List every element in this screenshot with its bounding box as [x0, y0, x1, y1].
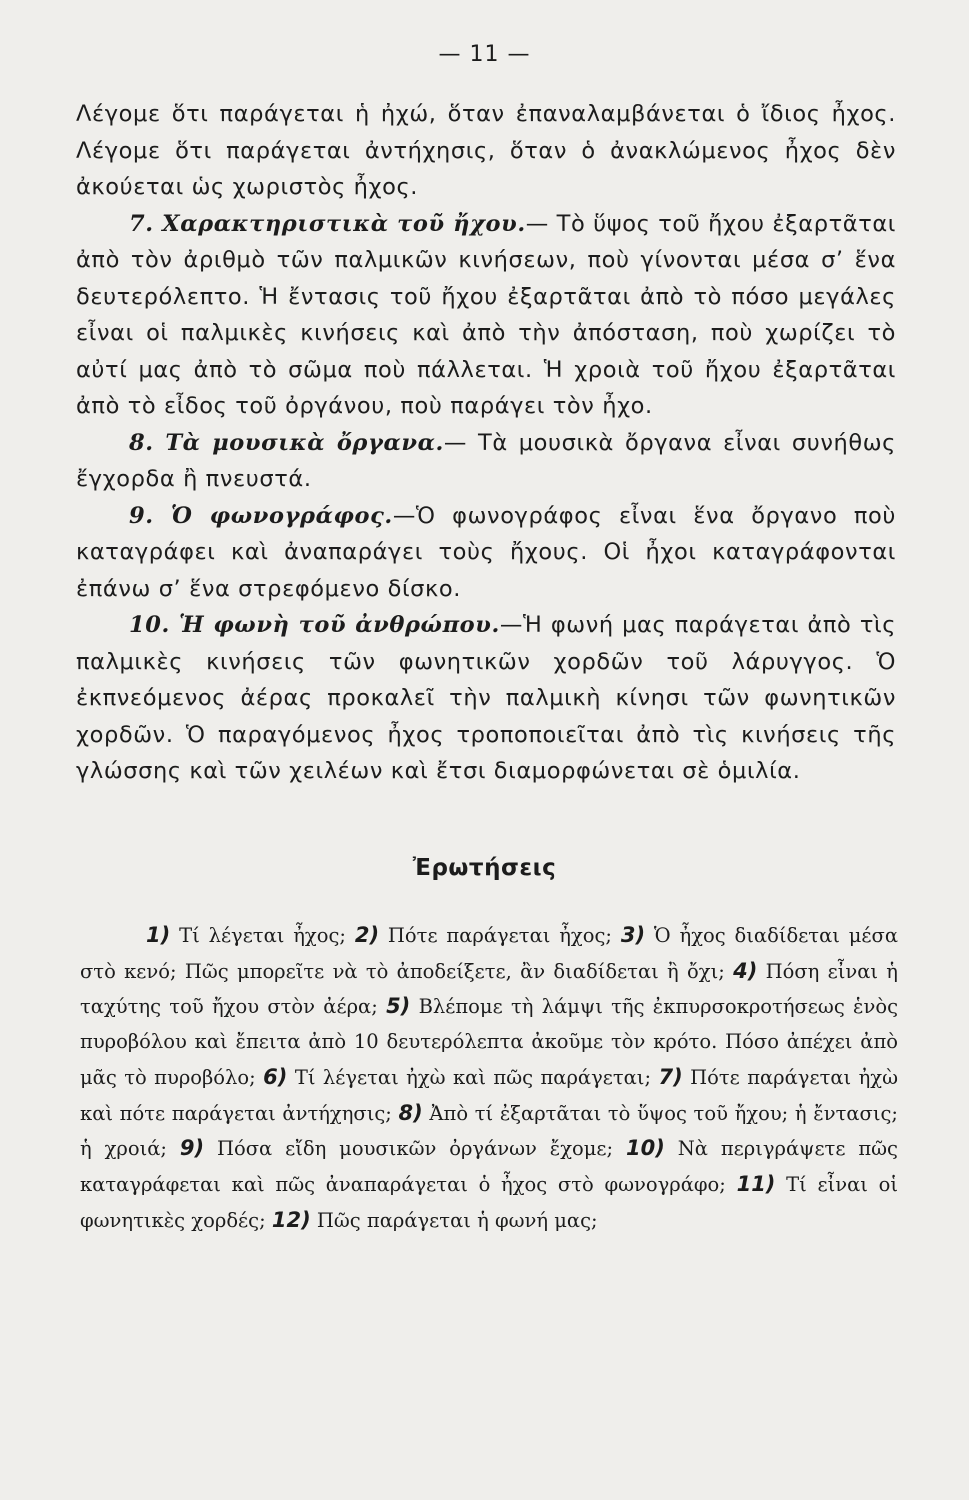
question-text: Πόσα εἴδη μουσικῶν ὀργάνων ἔχομε; — [216, 1137, 614, 1161]
paragraph-echo: Λέγομε ὅτι παράγεται ἡ ἠχώ, ὅταν ἐπαναλαμβάνεται ὁ ἴδιος ἦχος. Λέγομε ὅτι παράγεται ἀντήχησις, ὅταν ὁ ἀνακλώμενος ἦχος δὲν ἀκούεται ὡς χωριστὸς ἦχος. — [76, 101, 896, 200]
section-7 — [76, 206, 896, 425]
section-10-heading: 10. Ἡ φωνὴ τοῦ ἀνθρώπου. — [129, 612, 500, 638]
question-text: Βλέπομε τὴ λάμψι τῆς ἐκπυρσοκροτήσεως ἑνὸς πυροβόλου καὶ ἔπειτα ἀπὸ 10 δευτερόλεπτα ἀκοῦμε τὸν κρότο. Πόσο ἀπέχει ἀπὸ μᾶς τὸ πυροβόλο; — [80, 995, 898, 1089]
section-8-text: — Τὰ μουσικὰ ὄργανα εἶναι συνήθως ἔγχορδα ἢ πνευστά. — [76, 429, 896, 492]
question-number: 11) — [736, 1171, 776, 1196]
main-text — [76, 96, 896, 790]
question-text: Τί λέγεται ἦχος; — [179, 924, 346, 947]
section-8 — [76, 425, 896, 498]
section-7-text: — Τὸ ὕψος τοῦ ἤχου ἐξαρτᾶται ἀπὸ τὸν ἀριθμὸ τῶν παλμικῶν κινήσεων, ποὺ γίνονται μέσα σ’ ἕνα δευτερόλεπτο. Ἡ ἔντασις τοῦ ἤχου ἐξαρτᾶται ἀπὸ τὸ πόσο μεγάλες εἶναι οἱ παλμικὲς κινήσεις καὶ ἀπὸ τὴν ἀπόσταση, ποὺ χωρίζει τὸ αὐτί μας ἀπὸ τὸ σῶμα ποὺ πάλλεται. Ἡ χροιὰ τοῦ ἤχου ἐξαρτᾶται ἀπὸ τὸ εἶδος τοῦ ὀργάνου, ποὺ παράγει τὸν ἦχο. — [76, 210, 896, 419]
page-number: — 11 — — [438, 42, 531, 67]
questions-paragraph — [80, 918, 898, 1238]
question-number: 7) — [658, 1064, 683, 1089]
question-text: Ὁ ἦχος διαδίδεται μέσα στὸ κενό; Πῶς μπορεῖτε νὰ τὸ ἀποδείξετε, ἂν διαδίδεται ἢ ὄχι; — [80, 924, 899, 983]
question-number: 4) — [733, 958, 758, 983]
section-9-heading: 9. Ὁ φωνογράφος. — [129, 502, 393, 529]
section-10 — [76, 607, 896, 790]
section-7-heading: 7. Χαρακτηριστικὰ τοῦ ἤχου. — [129, 210, 526, 237]
question-text: Τί εἶναι οἱ φωνητικὲς χορδές; — [80, 1172, 898, 1232]
question-text: Τί λέγεται ἠχὼ καὶ πῶς παράγεται; — [294, 1065, 652, 1089]
question-number: 3) — [620, 923, 646, 947]
questions-block — [80, 918, 898, 1238]
question-text: Πῶς παράγεται ἡ φωνή μας; — [316, 1208, 598, 1232]
question-number: 2) — [354, 923, 380, 947]
section-9 — [76, 498, 896, 608]
section-9-text: —Ὁ φωνογράφος εἶναι ἕνα ὄργανο ποὺ καταγράφει καὶ ἀναπαράγει τοὺς ἤχους. Οἱ ἦχοι καταγράφονται ἐπάνω σ’ ἕνα στρεφόμενο δίσκο. — [76, 502, 897, 602]
question-number: 9) — [179, 1136, 205, 1161]
question-text: Νὰ περιγράψετε πῶς καταγράφεται καὶ πῶς ἀναπαράγεται ὁ ἦχος στὸ φωνογράφο; — [80, 1137, 898, 1196]
section-10-text: —Ἡ φωνή μας παράγεται ἀπὸ τὶς παλμικὲς κινήσεις τῶν φωνητικῶν χορδῶν τοῦ λάρυγγος. Ὁ ἐκπνεόμενος ἀέρας προκαλεῖ τὴν παλμικὴ κίνησι τῶν φωνητικῶν χορδῶν. Ὁ παραγόμενος ἦχος τροποποιεῖται ἀπὸ τὶς κινήσεις τῆς γλώσσης καὶ τῶν χειλέων καὶ ἔτσι διαμορφώνεται σὲ ὁμιλία. — [76, 612, 897, 784]
question-text: Πότε παράγεται ἠχὼ καὶ πότε παράγεται ἀντήχησις; — [80, 1065, 898, 1125]
question-number: 5) — [386, 994, 411, 1019]
question-number: 1) — [146, 923, 171, 947]
questions-title: Ἐρωτήσεις — [412, 855, 557, 881]
section-8-heading: 8. Τὰ μουσικὰ ὄργανα. — [129, 429, 444, 456]
question-text: Ἀπὸ τί ἐξαρτᾶται τὸ ὕψος τοῦ ἤχου; ἡ ἔντασις; ἡ χροιά; — [80, 1101, 898, 1161]
question-text: Πότε παράγεται ἦχος; — [387, 924, 612, 947]
question-number: 12) — [271, 1207, 311, 1232]
question-number: 6) — [263, 1064, 288, 1089]
question-number: 10) — [626, 1136, 665, 1161]
question-text: Πόση εἶναι ἡ ταχύτης τοῦ ἤχου στὸν ἀέρα; — [80, 959, 898, 1019]
question-number: 8) — [398, 1100, 423, 1125]
